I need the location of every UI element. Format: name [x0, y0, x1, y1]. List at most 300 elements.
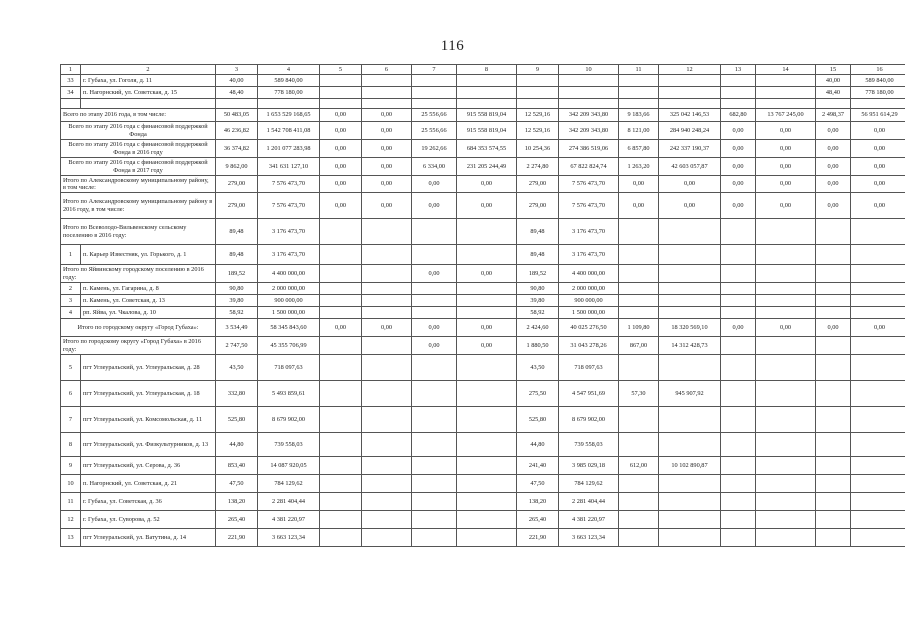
value-cell: 8 679 902,00 [258, 407, 320, 433]
value-cell: 0,00 [320, 193, 362, 219]
value-cell: 915 558 819,04 [457, 109, 517, 122]
row-number: 5 [61, 355, 81, 381]
value-cell: 342 209 343,80 [559, 109, 619, 122]
value-cell [659, 219, 721, 245]
value-cell [412, 99, 457, 109]
table-row [61, 140, 905, 158]
table-row [61, 475, 905, 493]
value-cell [851, 99, 905, 109]
value-cell: 89,48 [517, 245, 559, 265]
value-cell [816, 407, 851, 433]
table-row [61, 176, 905, 193]
value-cell: 4 381 220,97 [559, 511, 619, 529]
value-cell: 39,80 [517, 295, 559, 307]
value-cell [659, 433, 721, 457]
value-cell: 0,00 [457, 193, 517, 219]
value-cell: 43,50 [517, 355, 559, 381]
value-cell [721, 381, 756, 407]
value-cell [320, 457, 362, 475]
value-cell: 19 262,66 [412, 140, 457, 158]
value-cell [457, 457, 517, 475]
value-cell [362, 87, 412, 99]
value-cell [619, 75, 659, 87]
value-cell [559, 87, 619, 99]
value-cell [517, 75, 559, 87]
value-cell [619, 475, 659, 493]
value-cell: 284 940 248,24 [659, 122, 721, 140]
column-header-12: 12 [659, 65, 721, 75]
value-cell [517, 87, 559, 99]
value-cell [816, 283, 851, 295]
value-cell: 67 822 824,74 [559, 158, 619, 176]
value-cell [559, 75, 619, 87]
value-cell [320, 511, 362, 529]
address-cell: пгт Углеуральский, ул. Серова, д. 36 [81, 457, 216, 475]
table-row [61, 87, 905, 99]
address-cell: пгт Углеуральский, ул. Ватутина, д. 14 [81, 529, 216, 547]
value-cell [851, 381, 905, 407]
value-cell [659, 265, 721, 283]
value-cell: 900 000,00 [258, 295, 320, 307]
value-cell: 4 547 951,69 [559, 381, 619, 407]
value-cell [457, 307, 517, 319]
value-cell: 7 576 473,70 [258, 193, 320, 219]
value-cell: 0,00 [362, 319, 412, 337]
value-cell: 56 951 614,29 [851, 109, 905, 122]
value-cell [619, 87, 659, 99]
value-cell: 0,00 [816, 122, 851, 140]
value-cell [619, 219, 659, 245]
value-cell: 265,40 [517, 511, 559, 529]
value-cell: 1 500 000,00 [559, 307, 619, 319]
row-number: 9 [61, 457, 81, 475]
value-cell: 12 529,16 [517, 109, 559, 122]
table-row [61, 511, 905, 529]
group-label-cell: Всего по этапу 2016 года, в том числе: [61, 109, 216, 122]
value-cell [756, 75, 816, 87]
value-cell [457, 245, 517, 265]
value-cell: 0,00 [412, 337, 457, 355]
value-cell: 89,48 [216, 219, 258, 245]
value-cell: 14 087 920,05 [258, 457, 320, 475]
row-number [61, 99, 81, 109]
table-row [61, 529, 905, 547]
value-cell: 2 281 404,44 [258, 493, 320, 511]
value-cell [721, 295, 756, 307]
table-row [61, 307, 905, 319]
row-number: 3 [61, 295, 81, 307]
value-cell: 138,20 [517, 493, 559, 511]
value-cell [756, 381, 816, 407]
value-cell: 589 840,00 [258, 75, 320, 87]
value-cell [721, 265, 756, 283]
value-cell [362, 307, 412, 319]
value-cell: 589 840,00 [851, 75, 905, 87]
value-cell: 0,00 [362, 140, 412, 158]
value-cell [362, 529, 412, 547]
value-cell: 0,00 [851, 158, 905, 176]
value-cell: 9 183,66 [619, 109, 659, 122]
column-header-13: 13 [721, 65, 756, 75]
value-cell: 0,00 [851, 122, 905, 140]
value-cell [659, 99, 721, 109]
value-cell [721, 457, 756, 475]
table-row [61, 283, 905, 295]
value-cell [756, 475, 816, 493]
value-cell: 18 320 569,10 [659, 319, 721, 337]
value-cell [659, 245, 721, 265]
address-cell [81, 99, 216, 109]
value-cell [721, 99, 756, 109]
table-row [61, 75, 905, 87]
value-cell [320, 99, 362, 109]
value-cell [756, 529, 816, 547]
value-cell [457, 283, 517, 295]
value-cell [756, 307, 816, 319]
value-cell: 12 529,16 [517, 122, 559, 140]
value-cell [756, 511, 816, 529]
value-cell [457, 381, 517, 407]
value-cell [721, 493, 756, 511]
value-cell: 945 907,92 [659, 381, 721, 407]
value-cell [320, 493, 362, 511]
value-cell: 4 400 000,00 [258, 265, 320, 283]
table-row [61, 245, 905, 265]
value-cell [320, 381, 362, 407]
value-cell: 274 386 519,06 [559, 140, 619, 158]
value-cell [721, 337, 756, 355]
value-cell [362, 245, 412, 265]
value-cell: 189,52 [216, 265, 258, 283]
group-label-cell: Всего по этапу 2016 года с финансовой поддержкой Фонда в 2016 году [61, 140, 216, 158]
value-cell: 1 201 077 283,98 [258, 140, 320, 158]
value-cell [756, 265, 816, 283]
value-cell [619, 99, 659, 109]
value-cell [756, 99, 816, 109]
column-header-4: 4 [258, 65, 320, 75]
value-cell: 0,00 [320, 109, 362, 122]
value-cell: 241,40 [517, 457, 559, 475]
value-cell [756, 219, 816, 245]
table-row [61, 193, 905, 219]
value-cell [619, 407, 659, 433]
value-cell: 279,00 [216, 193, 258, 219]
value-cell [721, 219, 756, 245]
value-cell [851, 355, 905, 381]
value-cell: 7 576 473,70 [559, 176, 619, 193]
value-cell [412, 355, 457, 381]
value-cell [619, 433, 659, 457]
table-row [61, 319, 905, 337]
value-cell: 47,50 [517, 475, 559, 493]
value-cell [362, 475, 412, 493]
address-cell: п. Камень, ул. Гагарина, д. 8 [81, 283, 216, 295]
value-cell [816, 99, 851, 109]
value-cell: 57,30 [619, 381, 659, 407]
value-cell [320, 265, 362, 283]
value-cell: 3 176 473,70 [559, 245, 619, 265]
value-cell [756, 433, 816, 457]
value-cell: 58,92 [216, 307, 258, 319]
value-cell: 0,00 [457, 319, 517, 337]
value-cell [756, 457, 816, 475]
value-cell [851, 219, 905, 245]
value-cell: 0,00 [756, 158, 816, 176]
value-cell: 525,80 [216, 407, 258, 433]
row-number: 6 [61, 381, 81, 407]
value-cell: 0,00 [412, 265, 457, 283]
value-cell: 44,80 [517, 433, 559, 457]
value-cell: 3 534,49 [216, 319, 258, 337]
value-cell [320, 433, 362, 457]
value-cell: 2 747,50 [216, 337, 258, 355]
value-cell [659, 475, 721, 493]
table-header-row [61, 65, 905, 75]
row-number: 11 [61, 493, 81, 511]
value-cell [659, 493, 721, 511]
value-cell [816, 337, 851, 355]
value-cell: 40,00 [816, 75, 851, 87]
address-cell: пгт Углеуральский, ул. Комсомольская, д. 11 [81, 407, 216, 433]
value-cell [756, 87, 816, 99]
value-cell: 0,00 [362, 193, 412, 219]
value-cell: 784 129,62 [559, 475, 619, 493]
value-cell [320, 219, 362, 245]
value-cell: 90,80 [216, 283, 258, 295]
value-cell: 0,00 [362, 176, 412, 193]
value-cell: 9 862,00 [216, 158, 258, 176]
value-cell [362, 457, 412, 475]
value-cell [457, 407, 517, 433]
value-cell [412, 475, 457, 493]
value-cell: 138,20 [216, 493, 258, 511]
value-cell [517, 99, 559, 109]
value-cell [362, 493, 412, 511]
value-cell: 58,92 [517, 307, 559, 319]
value-cell [320, 337, 362, 355]
value-cell [457, 529, 517, 547]
value-cell [412, 295, 457, 307]
group-label-cell: Итого по городскому округу «Город Губаха»: [61, 319, 216, 337]
row-number: 4 [61, 307, 81, 319]
value-cell [457, 493, 517, 511]
value-cell: 0,00 [816, 140, 851, 158]
value-cell: 25 556,66 [412, 122, 457, 140]
value-cell [659, 75, 721, 87]
value-cell: 0,00 [362, 158, 412, 176]
value-cell [320, 87, 362, 99]
value-cell: 43,50 [216, 355, 258, 381]
value-cell [362, 75, 412, 87]
group-label-cell: Итого по Александровскому муниципальному району, в том числе: [61, 176, 216, 193]
row-number: 2 [61, 283, 81, 295]
value-cell [619, 355, 659, 381]
value-cell [320, 475, 362, 493]
value-cell: 332,80 [216, 381, 258, 407]
table-row [61, 433, 905, 457]
group-label-cell: Итого по Всеволодо-Вильвенскому сельскому поселению в 2016 году: [61, 219, 216, 245]
value-cell: 0,00 [756, 193, 816, 219]
column-header-2: 2 [81, 65, 216, 75]
table-row [61, 407, 905, 433]
column-header-9: 9 [517, 65, 559, 75]
value-cell: 3 663 123,34 [258, 529, 320, 547]
value-cell: 221,90 [517, 529, 559, 547]
value-cell: 1 500 000,00 [258, 307, 320, 319]
value-cell: 612,00 [619, 457, 659, 475]
column-header-7: 7 [412, 65, 457, 75]
value-cell: 7 576 473,70 [258, 176, 320, 193]
value-cell: 47,50 [216, 475, 258, 493]
value-cell: 31 043 278,26 [559, 337, 619, 355]
value-cell: 778 180,00 [851, 87, 905, 99]
value-cell: 0,00 [457, 176, 517, 193]
value-cell: 2 424,60 [517, 319, 559, 337]
value-cell: 0,00 [721, 193, 756, 219]
value-cell: 0,00 [320, 122, 362, 140]
value-cell: 14 312 428,73 [659, 337, 721, 355]
value-cell [851, 493, 905, 511]
value-cell [851, 529, 905, 547]
value-cell: 39,80 [216, 295, 258, 307]
value-cell [362, 355, 412, 381]
value-cell [619, 529, 659, 547]
group-label-cell: Итого по Александровскому муниципальному району в 2016 году, в том числе: [61, 193, 216, 219]
value-cell: 718 097,63 [258, 355, 320, 381]
value-cell [816, 433, 851, 457]
value-cell: 784 129,62 [258, 475, 320, 493]
value-cell: 46 236,82 [216, 122, 258, 140]
value-cell: 3 176 473,70 [559, 219, 619, 245]
value-cell [619, 245, 659, 265]
value-cell [816, 475, 851, 493]
value-cell: 0,00 [816, 319, 851, 337]
value-cell: 13 767 245,00 [756, 109, 816, 122]
value-cell: 0,00 [362, 122, 412, 140]
value-cell [362, 407, 412, 433]
value-cell: 778 180,00 [258, 87, 320, 99]
value-cell [659, 407, 721, 433]
value-cell [851, 511, 905, 529]
value-cell: 25 556,66 [412, 109, 457, 122]
value-cell [816, 295, 851, 307]
value-cell [619, 307, 659, 319]
value-cell [851, 295, 905, 307]
value-cell: 1 542 708 411,08 [258, 122, 320, 140]
value-cell: 0,00 [412, 319, 457, 337]
address-cell: г. Губаха, ул. Суворова, д. 52 [81, 511, 216, 529]
value-cell [320, 283, 362, 295]
value-cell [756, 493, 816, 511]
value-cell [412, 493, 457, 511]
value-cell [320, 407, 362, 433]
value-cell [659, 283, 721, 295]
table-row [61, 99, 905, 109]
row-number: 8 [61, 433, 81, 457]
value-cell: 2 498,37 [816, 109, 851, 122]
value-cell: 900 000,00 [559, 295, 619, 307]
value-cell: 8 121,00 [619, 122, 659, 140]
value-cell: 341 631 127,10 [258, 158, 320, 176]
value-cell [659, 355, 721, 381]
value-cell: 4 381 220,97 [258, 511, 320, 529]
value-cell [816, 219, 851, 245]
value-cell: 0,00 [721, 122, 756, 140]
value-cell: 0,00 [362, 109, 412, 122]
value-cell: 0,00 [619, 176, 659, 193]
column-header-16: 16 [851, 65, 905, 75]
address-cell: рп. Яйва, ул. Чкалова, д. 10 [81, 307, 216, 319]
value-cell [258, 99, 320, 109]
value-cell: 0,00 [816, 158, 851, 176]
value-cell: 0,00 [619, 193, 659, 219]
value-cell: 6 857,80 [619, 140, 659, 158]
value-cell [412, 407, 457, 433]
value-cell: 58 345 843,60 [258, 319, 320, 337]
value-cell: 89,48 [216, 245, 258, 265]
value-cell [851, 475, 905, 493]
table-row [61, 381, 905, 407]
column-header-10: 10 [559, 65, 619, 75]
column-header-14: 14 [756, 65, 816, 75]
value-cell: 40,00 [216, 75, 258, 87]
value-cell: 0,00 [457, 337, 517, 355]
value-cell [721, 355, 756, 381]
table-row [61, 493, 905, 511]
row-number: 1 [61, 245, 81, 265]
value-cell: 275,50 [517, 381, 559, 407]
value-cell: 0,00 [816, 193, 851, 219]
value-cell: 0,00 [851, 140, 905, 158]
column-header-5: 5 [320, 65, 362, 75]
table-row [61, 265, 905, 283]
value-cell: 1 880,50 [517, 337, 559, 355]
table-row [61, 158, 905, 176]
value-cell: 853,40 [216, 457, 258, 475]
value-cell: 2 274,80 [517, 158, 559, 176]
table-row [61, 109, 905, 122]
value-cell [457, 433, 517, 457]
value-cell: 2 000 000,00 [559, 283, 619, 295]
value-cell: 50 483,05 [216, 109, 258, 122]
value-cell: 242 337 190,37 [659, 140, 721, 158]
value-cell: 0,00 [756, 140, 816, 158]
column-header-15: 15 [816, 65, 851, 75]
address-cell: пгт Углеуральский, ул. Углеуральская, д. 18 [81, 381, 216, 407]
value-cell [412, 307, 457, 319]
value-cell [457, 511, 517, 529]
value-cell [457, 75, 517, 87]
value-cell: 0,00 [721, 158, 756, 176]
value-cell: 3 663 123,34 [559, 529, 619, 547]
value-cell: 0,00 [412, 176, 457, 193]
value-cell: 739 558,03 [559, 433, 619, 457]
column-header-3: 3 [216, 65, 258, 75]
value-cell [362, 433, 412, 457]
value-cell [619, 511, 659, 529]
value-cell: 0,00 [721, 140, 756, 158]
value-cell [412, 283, 457, 295]
value-cell [851, 457, 905, 475]
value-cell [816, 245, 851, 265]
column-header-8: 8 [457, 65, 517, 75]
page-number: 116 [440, 38, 465, 54]
value-cell [721, 307, 756, 319]
value-cell [457, 87, 517, 99]
value-cell: 0,00 [721, 319, 756, 337]
address-cell: г. Губаха, ул. Гоголя, д. 11 [81, 75, 216, 87]
table-row [61, 337, 905, 355]
